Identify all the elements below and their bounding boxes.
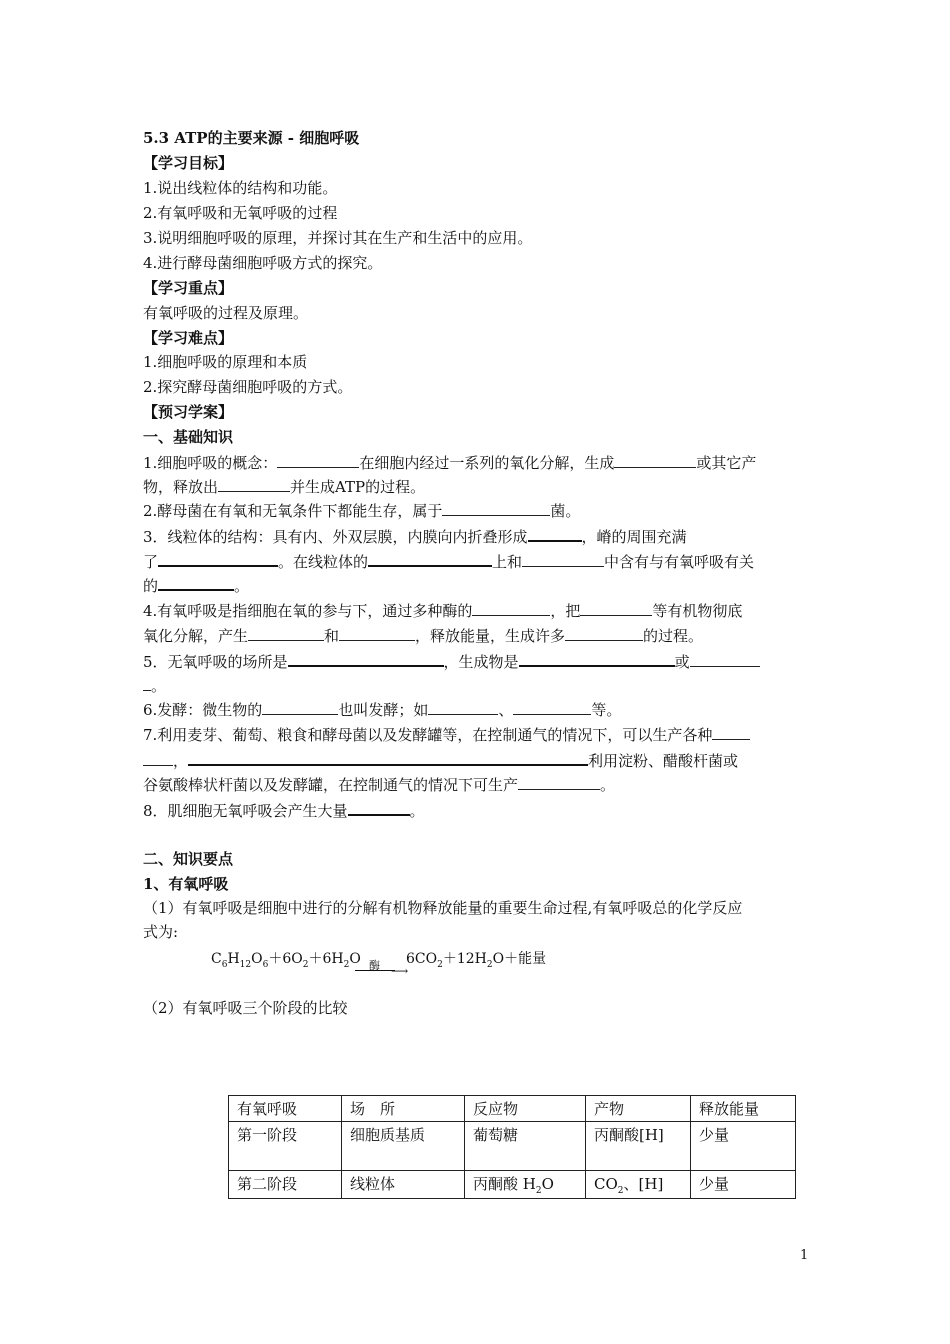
fill-blank[interactable] [614, 452, 696, 468]
question-1-line-1: 1.细胞呼吸的概念： 在细胞内经过一系列的氧化分解，生成 或其它产 [143, 454, 757, 472]
goal-item: 2.有氧呼吸和无氧呼吸的过程 [143, 204, 338, 222]
page-number: 1 [800, 1248, 809, 1263]
table-cell: 线粒体 [342, 1171, 465, 1199]
table-header-cell: 场 所 [342, 1096, 465, 1122]
fill-blank[interactable] [428, 699, 498, 715]
table-header-cell: 反应物 [465, 1096, 586, 1122]
fill-blank[interactable] [288, 650, 444, 667]
difficulty-item: 1.细胞呼吸的原理和本质 [143, 353, 308, 371]
goal-item: 4.进行酵母菌细胞呼吸方式的探究。 [143, 254, 383, 272]
fill-blank[interactable] [518, 774, 600, 790]
question-5-line-2: 。 [143, 675, 166, 696]
fill-blank[interactable] [143, 675, 151, 691]
question-6: 6.发酵：微生物的 也叫发酵；如 、 等。 [143, 701, 622, 719]
table-header-cell: 产物 [586, 1096, 691, 1122]
key-heading: 【学习重点】 [143, 279, 234, 297]
table-header-row [229, 1096, 796, 1122]
table-cell: 第一阶段 [229, 1122, 342, 1171]
arrow-line [355, 970, 395, 971]
fill-blank[interactable] [580, 600, 652, 616]
fill-blank[interactable] [513, 699, 591, 715]
equation-right-side: $6CO_2+12H_2O+$能量 [406, 951, 547, 970]
question-2: 2.酵母菌在有氧和无氧条件下都能生存，属于 菌。 [143, 502, 581, 520]
table-row [229, 1171, 796, 1199]
fill-blank[interactable] [262, 699, 338, 715]
comparison-caption: （2）有氧呼吸三个阶段的比较 [143, 999, 348, 1017]
page-title: 5.3 ATP的主要来源 - 细胞呼吸 [143, 129, 360, 147]
fill-blank[interactable] [188, 749, 588, 766]
goal-item: 3.说明细胞呼吸的原理，并探讨其在生产和生活中的应用。 [143, 229, 533, 247]
table-cell: 葡萄糖 [465, 1122, 586, 1171]
table-cell: 丙酮酸 $H_2O$ [465, 1171, 586, 1199]
preview-heading: 【预习学案】 [143, 403, 234, 421]
fill-blank[interactable] [442, 500, 550, 516]
fill-blank[interactable] [368, 550, 492, 567]
fill-blank[interactable] [277, 452, 359, 468]
question-7-line-3: 谷氨酸棒状杆菌以及发酵罐，在控制通气的情况下可生产 。 [143, 776, 616, 794]
question-8: 8．肌细胞无氧呼吸会产生大量 。 [143, 799, 425, 821]
aerobic-description-line-1: （1）有氧呼吸是细胞中进行的分解有机物释放能量的重要生命过程,有氧呼吸总的化学反应 [143, 899, 743, 917]
question-4-line-1: 4.有氧呼吸是指细胞在氧的参与下，通过多种酶的 ，把 等有机物彻底 [143, 602, 743, 620]
fill-blank[interactable] [472, 600, 550, 616]
fill-blank[interactable] [519, 650, 675, 667]
goal-item: 1.说出线粒体的结构和功能。 [143, 179, 338, 197]
fill-blank[interactable] [712, 724, 750, 740]
stage-comparison-table [228, 1095, 796, 1199]
fill-blank[interactable] [565, 625, 643, 641]
goals-heading: 【学习目标】 [143, 154, 234, 172]
fill-blank[interactable] [248, 625, 324, 641]
table-cell: 少量 [691, 1122, 796, 1171]
basic-knowledge-heading: 一、基础知识 [143, 428, 234, 446]
table-header-cell: 有氧呼吸 [229, 1096, 342, 1122]
fill-blank[interactable] [143, 750, 173, 766]
table-cell: $CO_2$、[H] [586, 1171, 691, 1199]
table-cell: 第二阶段 [229, 1171, 342, 1199]
question-1-line-2: 物，释放出 并生成ATP的过程。 [143, 478, 426, 496]
fill-blank[interactable] [690, 651, 760, 667]
question-7-line-1: 7.利用麦芽、葡萄、粮食和酵母菌以及发酵罐等，在控制通气的情况下，可以生产各种 [143, 724, 750, 745]
fill-blank[interactable] [339, 625, 415, 641]
question-7-line-2: ， 利用淀粉、醋酸杆菌或 [143, 749, 738, 771]
enzyme-label: 酶 [369, 959, 380, 972]
fill-blank[interactable] [522, 551, 604, 567]
equation-left-side: $C_6H_{12}O_6+6O_2+6H_2O$ [211, 951, 361, 970]
arrow-head-icon: ⟶ [391, 964, 409, 978]
fill-blank[interactable] [218, 476, 290, 492]
aerobic-heading: 1、有氧呼吸 [143, 875, 229, 893]
difficulty-heading: 【学习难点】 [143, 329, 234, 347]
question-4-line-2: 氧化分解，产生 和 ，释放能量，生成许多 的过程。 [143, 627, 704, 645]
aerobic-description-line-2: 式为: [143, 923, 179, 941]
key-text: 有氧呼吸的过程及原理。 [143, 304, 309, 322]
table-row [229, 1122, 796, 1171]
fill-blank[interactable] [348, 799, 410, 816]
table-cell: 丙酮酸[H] [586, 1122, 691, 1171]
question-3-line-2: 了 。在线粒体的 上和 中含有与有氧呼吸有关 [143, 550, 754, 572]
table-cell: 少量 [691, 1171, 796, 1199]
fill-blank[interactable] [528, 525, 582, 542]
fill-blank[interactable] [158, 574, 234, 591]
table-header-cell: 释放能量 [691, 1096, 796, 1122]
fill-blank[interactable] [158, 550, 278, 567]
key-points-heading: 二、知识要点 [143, 850, 234, 868]
question-3-line-3: 的 。 [143, 574, 249, 596]
table-cell: 细胞质基质 [342, 1122, 465, 1171]
question-3-line-1: 3．线粒体的结构：具有内、外双层膜，内膜向内折叠形成 ，嵴的周围充满 [143, 525, 687, 547]
question-5-line-1: 5．无氧呼吸的场所是 ，生成物是 或 [143, 650, 760, 672]
difficulty-item: 2.探究酵母菌细胞呼吸的方式。 [143, 378, 353, 396]
reaction-arrow [355, 957, 409, 981]
